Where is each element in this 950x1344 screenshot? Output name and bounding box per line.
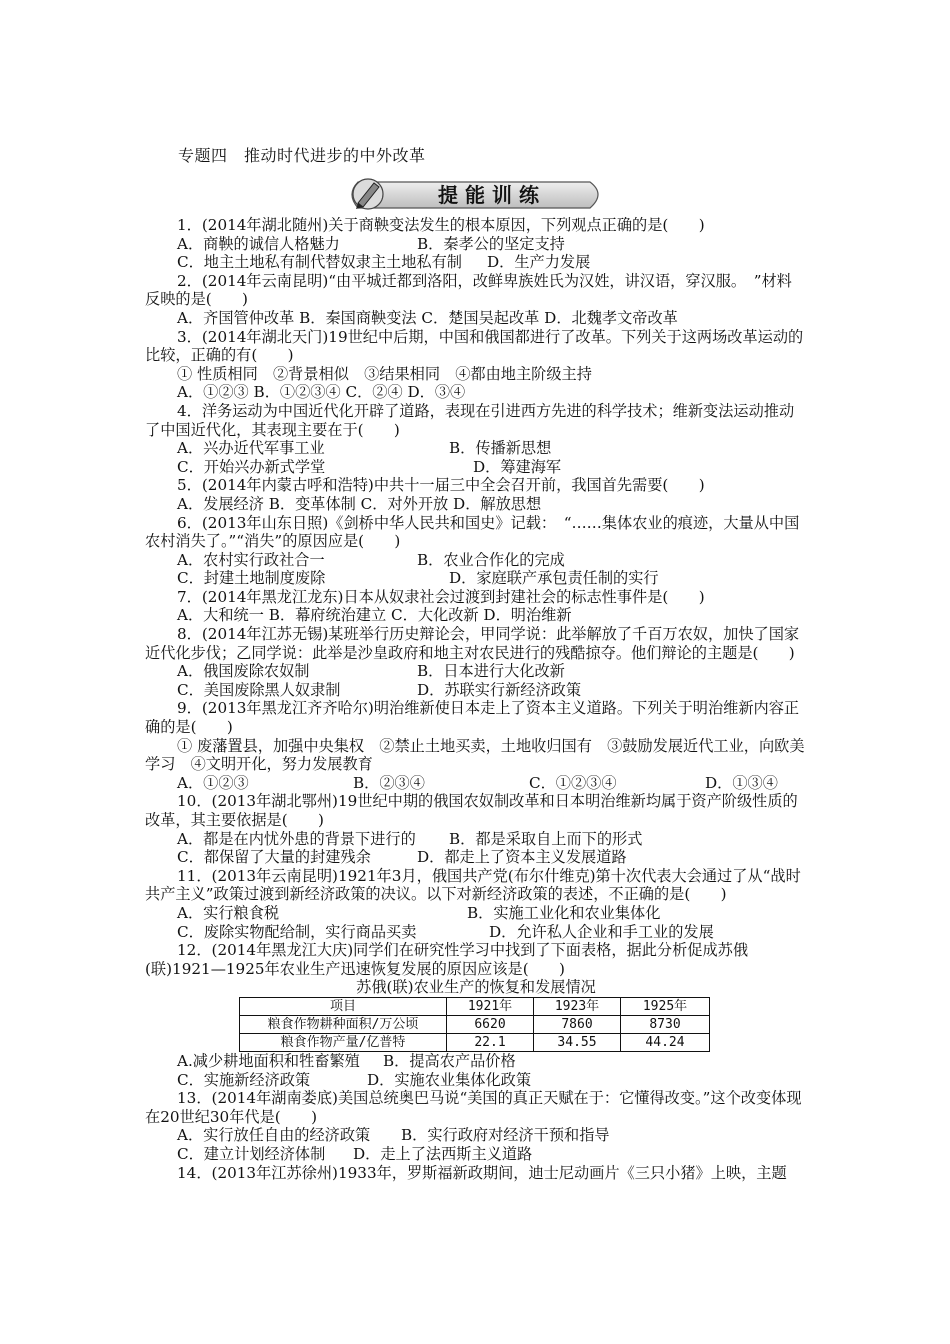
q10-stem: 10．(2013年湖北鄂州)19世纪中期的俄国农奴制改革和日本明治维新均属于资产阶级性质的改革，其主要依据是( ) <box>145 792 798 829</box>
table-header-cell: 项目 <box>240 997 447 1015</box>
q7-options: A．大和统一 B．幕府统治建立 C．大化改新 D．明治维新 <box>177 606 572 625</box>
q12-options-row2 <box>145 1071 807 1090</box>
q14-stem: 14．(2013年江苏徐州)1933年，罗斯福新政期间，迪士尼动画片《三只小猪》上映，主题 <box>177 1163 787 1182</box>
q1-stem: 1．(2014年湖北随州)关于商鞅变法发生的根本原因，下列观点正确的是( ) <box>177 216 705 234</box>
table-row <box>240 1033 710 1051</box>
table-cell: 8730 <box>621 1015 710 1033</box>
q10-option-d: D．都走上了资本主义发展道路 <box>417 848 627 867</box>
q1-option-d: D．生产力发展 <box>487 253 591 272</box>
q6-stem: 6．(2013年山东日照)《剑桥中华人民共和国史》记载： “……集体农业的痕迹，大量从中国农村消失了。”“消失”的原因应是( ) <box>145 513 800 551</box>
q4-options-row2 <box>145 458 807 477</box>
table-cell: 7860 <box>534 1015 621 1033</box>
q13-stem: 13．(2014年湖南娄底)美国总统奥巴马说“美国的真正天赋在于：它懂得改变。”这个改变体现在20世纪30年代是( ) <box>145 1089 802 1126</box>
q1-option-c: C．地主土地私有制代替奴隶主土地私有制 <box>177 253 462 272</box>
q3-stem: 3．(2014年湖北天门)19世纪中后期，中国和俄国都进行了改革。下列关于这两场改革运动的比较，正确的有( ) <box>145 327 804 365</box>
q9-items: ① 废藩置县，加强中央集权 ②禁止土地买卖，土地收归国有 ③鼓励发展近代工业，向欧美学习 ④文明开化，努力发展教育 <box>145 736 805 774</box>
table-cell: 22.1 <box>447 1033 534 1051</box>
table-cell: 粮食作物产量/亿普特 <box>240 1033 447 1051</box>
q6-option-a: A．农村实行政社合一 <box>177 550 325 569</box>
q1-options-row2 <box>145 253 807 272</box>
q1-option-a: A．商鞅的诚信人格魅力 <box>177 234 340 253</box>
table-header-cell: 1925年 <box>621 997 710 1015</box>
q13-options-row2 <box>145 1145 807 1164</box>
q10-option-a: A．都是在内忧外患的背景下进行的 <box>177 829 416 848</box>
q12-option-a: A.减少耕地面积和牲畜繁殖 <box>177 1051 360 1070</box>
q1-option-b: B．秦孝公的坚定支持 <box>417 234 565 253</box>
q10-options-row2 <box>145 848 807 867</box>
q9-option-c: C．①②③④ <box>529 773 617 792</box>
q6-options-row1 <box>145 551 807 570</box>
q12-stem: 12．(2014年黑龙江大庆)同学们在研究性学习中找到了下面表格，据此分析促成苏俄(联)1921—1925年农业生产迅速恢复发展的原因应该是( ) <box>145 941 749 978</box>
q11-option-d: D．允许私人企业和手工业的发展 <box>489 922 714 941</box>
pencil-icon <box>353 179 383 209</box>
q2-options: A．齐国管仲改革 B．秦国商鞅变法 C．楚国吴起改革 D．北魏孝文帝改革 <box>177 308 678 327</box>
q8-option-a: A．俄国废除农奴制 <box>177 662 310 681</box>
q4-option-d: D．筹建海军 <box>473 457 562 476</box>
q4-option-b: B．传播新思想 <box>449 439 552 458</box>
q10-option-c: C．都保留了大量的封建残余 <box>177 848 371 867</box>
table-header-row <box>240 997 710 1015</box>
q4-stem: 4．洋务运动为中国近代化开辟了道路，表现在引进西方先进的科学技术；维新变法运动推动了中国近代化，其表现主要在于( ) <box>145 401 795 439</box>
q11-option-a: A．实行粮食税 <box>177 903 280 922</box>
q3-options: A．①②③ B．①②③④ C．②④ D．③④ <box>177 383 466 402</box>
q9-stem: 9．(2013年黑龙江齐齐哈尔)明治维新使日本走上了资本主义道路。下列关于明治维新内容正确的是( ) <box>145 699 800 737</box>
question-list <box>145 216 807 1182</box>
table-header-cell: 1921年 <box>447 997 534 1015</box>
q8-options-row1 <box>145 662 807 681</box>
q5-options: A．发展经济 B．变革体制 C．对外开放 D．解放思想 <box>177 494 542 513</box>
q1-options-row1 <box>145 235 807 254</box>
q6-option-c: C．封建土地制度废除 <box>177 569 326 588</box>
q12-option-d: D．实施农业集体化政策 <box>367 1070 532 1089</box>
table-row <box>240 1015 710 1033</box>
q7-stem: 7．(2014年黑龙江龙东)日本从奴隶社会过渡到封建社会的标志性事件是( ) <box>177 587 705 606</box>
q8-option-d: D．苏联实行新经济政策 <box>417 680 582 699</box>
banner-graphic <box>340 174 610 214</box>
table-cell: 34.55 <box>534 1033 621 1051</box>
q10-option-b: B．都是采取自上而下的形式 <box>449 829 643 848</box>
section-title: 专题四 推动时代进步的中外改革 <box>178 146 426 165</box>
q6-option-b: B．农业合作化的完成 <box>417 550 565 569</box>
q11-options-row2 <box>145 923 807 942</box>
q2-stem: 2．(2014年云南昆明)“由平城迁都到洛阳，改鲜卑族姓氏为汉姓，讲汉语，穿汉服。 ”材料反映的是( ) <box>145 271 792 309</box>
q13-option-d: D．走上了法西斯主义道路 <box>353 1144 533 1163</box>
q13-option-a: A．实行放任自由的经济政策 <box>177 1126 371 1145</box>
banner <box>340 174 610 214</box>
table-header-cell: 1923年 <box>534 997 621 1015</box>
q5-stem: 5．(2014年内蒙古呼和浩特)中共十一届三中全会召开前，我国首先需要( ) <box>177 476 705 495</box>
q4-option-a: A．兴办近代军事工业 <box>177 439 325 458</box>
q8-stem: 8．(2014年江苏无锡)某班举行历史辩论会，甲同学说：此举解放了千百万农奴，加快了国家近代化步伐；乙同学说：此举是沙皇政府和地主对农民进行的残酷掠夺。他们辩论的主题是( ) <box>145 625 800 662</box>
q8-option-c: C．美国废除黑人奴隶制 <box>177 680 341 699</box>
q9-options <box>145 774 807 793</box>
q13-options-row1 <box>145 1126 807 1145</box>
q6-options-row2 <box>145 569 807 588</box>
q13-option-b: B．实行政府对经济干预和指导 <box>401 1126 610 1145</box>
q11-stem: 11．(2013年云南昆明)1921年3月，俄国共产党(布尔什维克)第十次代表大会通过了从“战时共产主义”政策过渡到新经济政策的决议。以下对新经济政策的表述，不正确的是( ) <box>145 866 801 904</box>
q13-option-c: C．建立计划经济体制 <box>177 1144 326 1163</box>
q11-option-c: C．废除实物配给制，实行商品买卖 <box>177 922 417 941</box>
q9-option-d: D．①③④ <box>705 773 778 792</box>
banner-text: 提能训练 <box>438 183 546 207</box>
q4-options-row1 <box>145 439 807 458</box>
table-cell: 6620 <box>447 1015 534 1033</box>
q11-option-b: B．实施工业化和农业集体化 <box>467 903 661 922</box>
q10-options-row1 <box>145 830 807 849</box>
q8-option-b: B．日本进行大化改新 <box>417 662 565 681</box>
q12-options-row1 <box>145 1052 807 1071</box>
q12-data-table <box>239 997 710 1052</box>
q12-table-title: 苏俄(联)农业生产的恢复和发展情况 <box>356 978 596 997</box>
q9-option-b: B．②③④ <box>353 773 425 792</box>
q12-option-c: C．实施新经济政策 <box>177 1070 311 1089</box>
q3-items: ① 性质相同 ②背景相似 ③结果相同 ④都由地主阶级主持 <box>177 364 592 383</box>
q6-option-d: D．家庭联产承包责任制的实行 <box>449 569 659 588</box>
table-cell: 44.24 <box>621 1033 710 1051</box>
q9-option-a: A．①②③ <box>177 773 249 792</box>
table-cell: 粮食作物耕种面积/万公顷 <box>240 1015 447 1033</box>
q8-options-row2 <box>145 681 807 700</box>
q12-option-b: B．提高农产品价格 <box>383 1051 516 1070</box>
q11-options-row1 <box>145 904 807 923</box>
q4-option-c: C．开始兴办新式学堂 <box>177 457 326 476</box>
